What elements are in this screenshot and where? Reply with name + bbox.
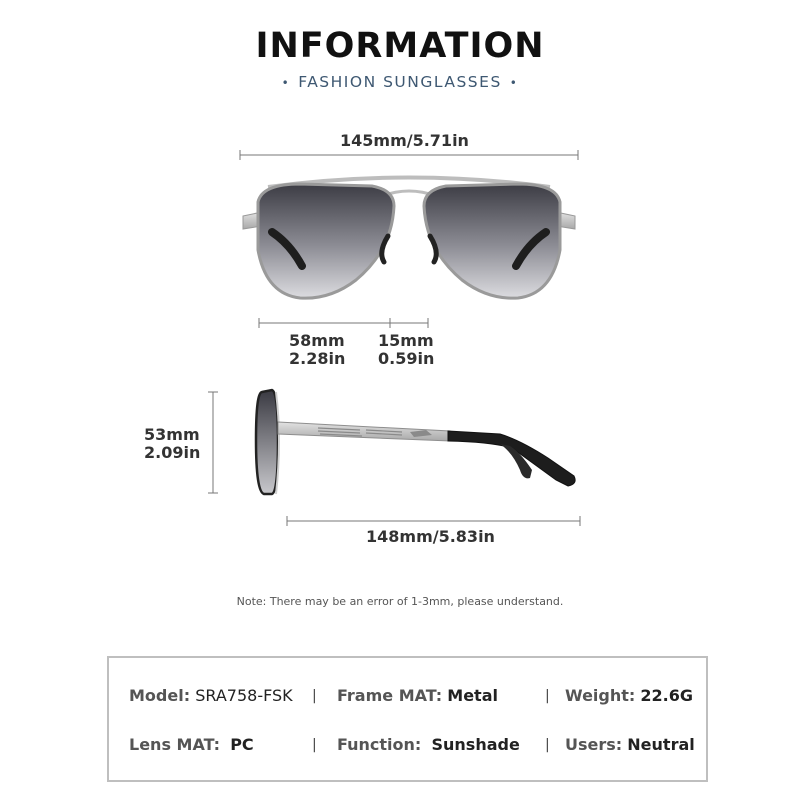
lens-height-in-label: 2.09in <box>144 443 201 462</box>
error-note: Note: There may be an error of 1-3mm, please understand. <box>236 595 564 608</box>
spec-weight-label: Weight: <box>565 686 636 705</box>
subtitle-text: FASHION SUNGLASSES <box>298 73 502 91</box>
spec-frame-value: Metal <box>447 686 498 705</box>
temple-length-label: 148mm/5.83in <box>366 527 495 546</box>
spec-weight-value: 22.6G <box>640 686 694 705</box>
spec-lens-value: PC <box>230 735 254 754</box>
spec-function-value: Sunshade <box>431 735 520 754</box>
bridge-mm-label: 15mm <box>378 331 434 350</box>
spec-weight <box>565 686 693 705</box>
total-width-measure-line <box>240 150 578 160</box>
lens-bridge-measure-line <box>259 318 428 328</box>
spec-separator: | <box>312 737 317 753</box>
bullet-left: • <box>281 75 291 90</box>
lens-height-measure-line <box>208 392 218 493</box>
spec-model-label: Model: <box>129 686 191 705</box>
spec-users-label: Users: <box>565 735 623 754</box>
spec-separator: | <box>545 737 550 753</box>
specs-box <box>107 656 708 782</box>
front-view-sunglasses-illustration <box>243 178 575 299</box>
lens-width-mm-label: 58mm <box>289 331 345 350</box>
spec-frame <box>337 686 498 705</box>
spec-users-value: Neutral <box>627 735 695 754</box>
lens-height-mm-label: 53mm <box>144 425 200 444</box>
bullet-right: • <box>509 75 519 90</box>
spec-model-value: SRA758-FSK <box>195 686 293 705</box>
bridge-in-label: 0.59in <box>378 349 435 368</box>
spec-frame-label: Frame MAT: <box>337 686 443 705</box>
spec-model <box>129 686 293 705</box>
spec-separator: | <box>545 688 550 704</box>
spec-separator: | <box>312 688 317 704</box>
spec-function <box>337 735 520 754</box>
temple-length-measure-line <box>287 516 580 526</box>
spec-users <box>565 735 695 754</box>
spec-function-label: Function: <box>337 735 422 754</box>
lens-width-in-label: 2.28in <box>289 349 346 368</box>
page-title: INFORMATION <box>255 26 545 66</box>
spec-lens-label: Lens MAT: <box>129 735 221 754</box>
spec-lens <box>129 735 254 754</box>
total-width-label: 145mm/5.71in <box>340 131 469 150</box>
side-view-sunglasses-illustration <box>256 390 575 494</box>
